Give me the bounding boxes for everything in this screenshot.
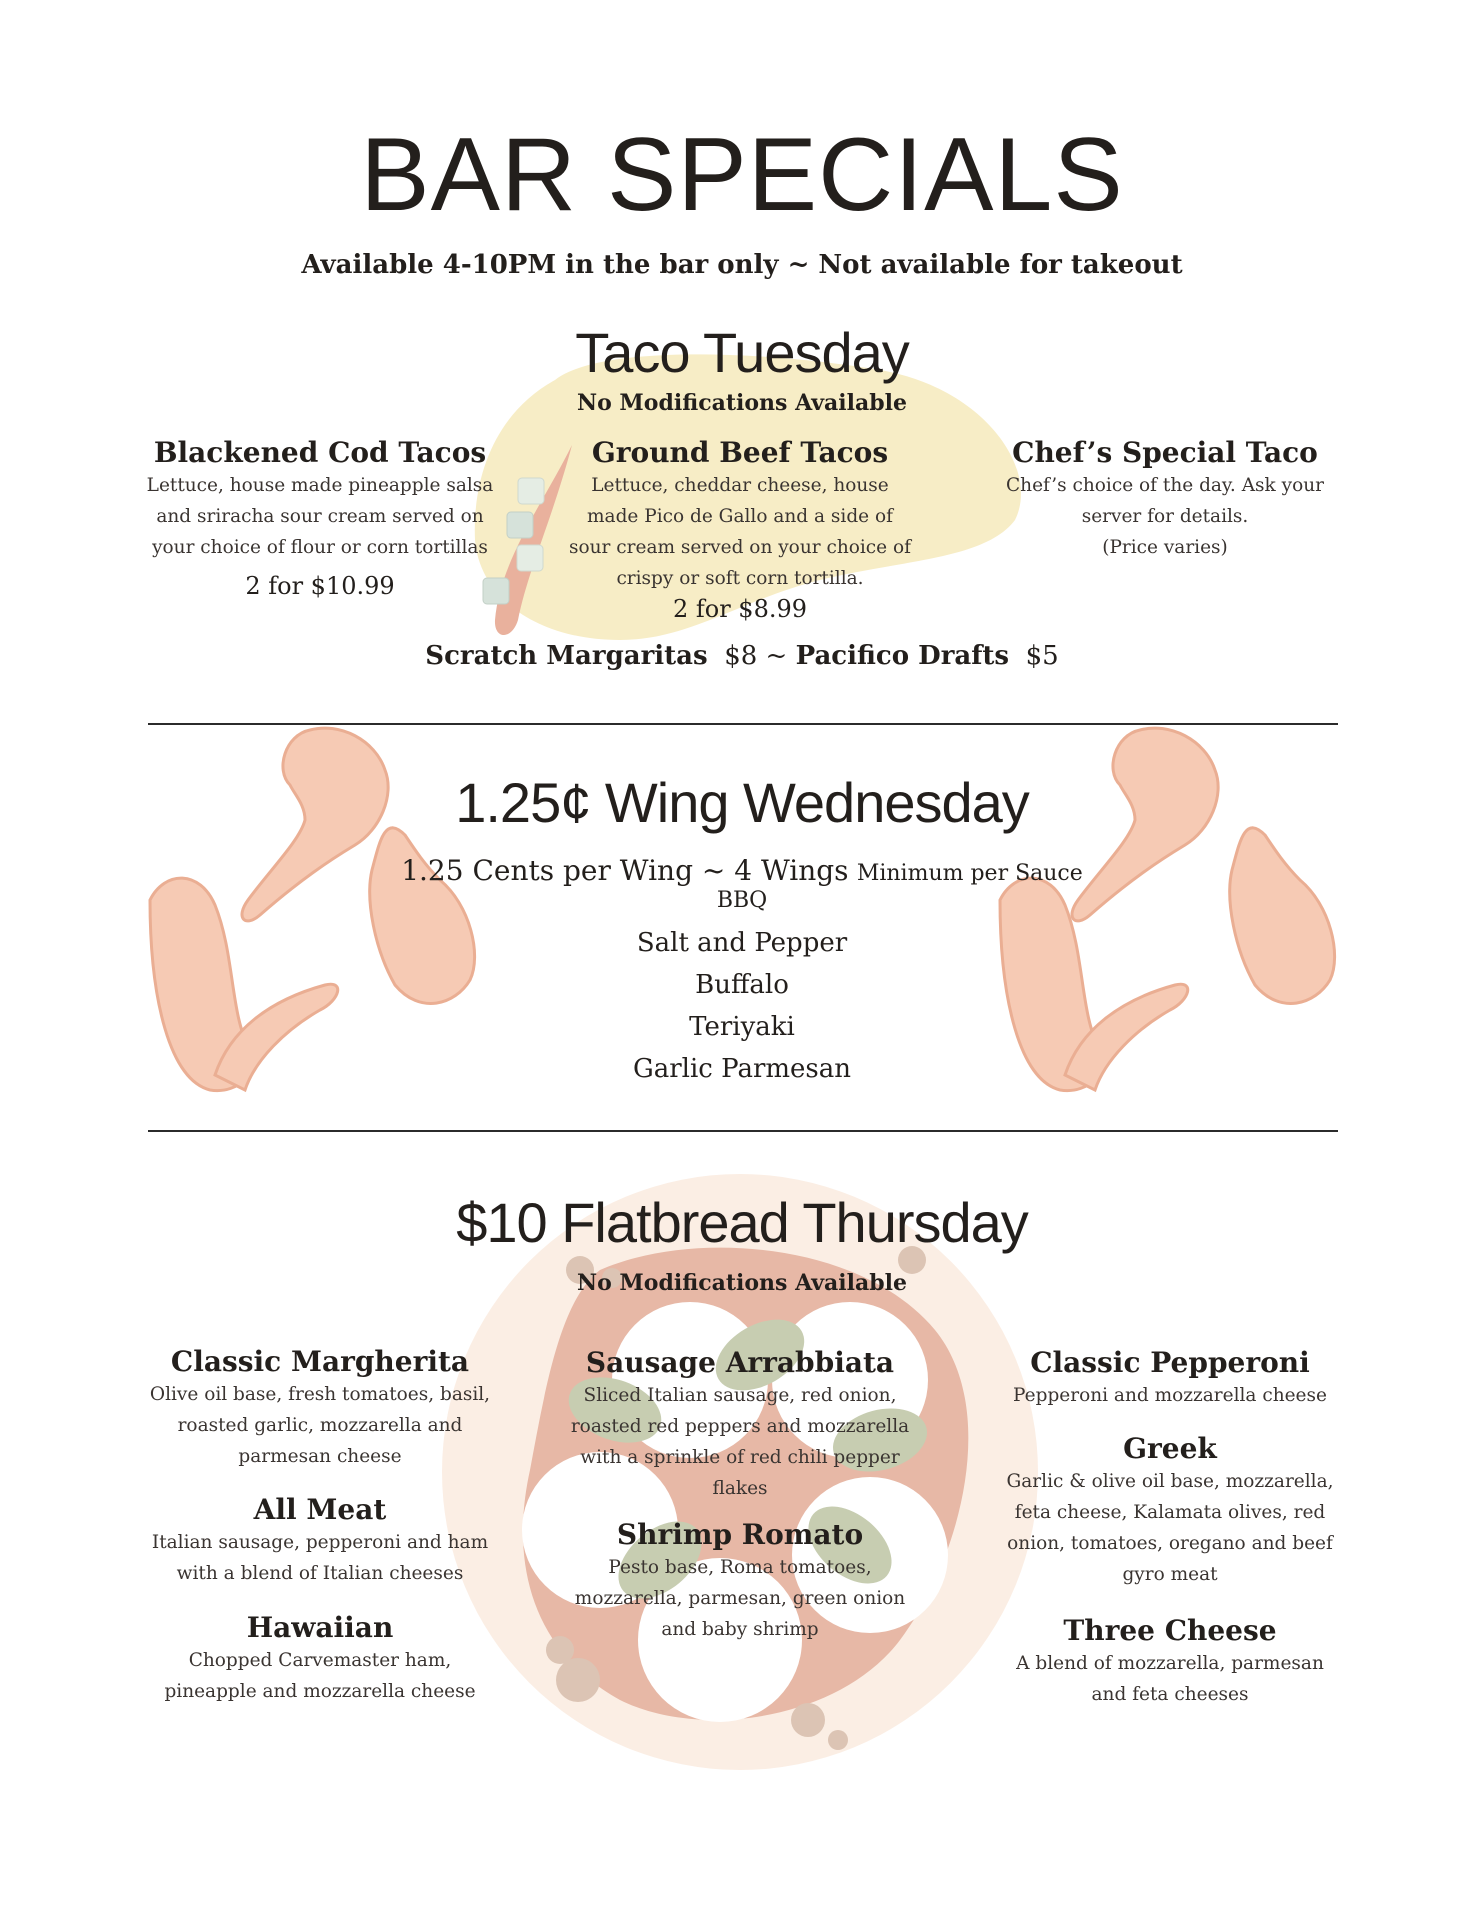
menu-item-classic-pepperoni (990, 1346, 1350, 1411)
item-desc-line: and feta cheeses (1091, 1683, 1249, 1705)
menu-item-hawaiian (140, 1611, 500, 1707)
menu-item-classic-margherita (140, 1345, 500, 1472)
item-name: Chef’s Special Taco (1012, 436, 1318, 469)
item-desc-line: with a sprinkle of red chili pepper (580, 1446, 900, 1468)
menu-item-sausage-arrabbiata (555, 1346, 925, 1504)
item-desc-line: roasted red peppers and mozzarella (570, 1415, 910, 1437)
item-name: Classic Margherita (170, 1345, 470, 1378)
item-desc-line: your choice of flour or corn tortillas (152, 536, 488, 558)
taco-tuesday-title: Taco Tuesday (575, 321, 909, 384)
sauce-item: BBQ (716, 888, 768, 913)
wing-wednesday-title: 1.25¢ Wing Wednesday (455, 771, 1029, 834)
menu-title: BAR SPECIALS (360, 117, 1124, 233)
wing-pricing-main: 1.25 Cents per Wing ~ 4 Wings (401, 854, 849, 887)
item-price: 2 for $10.99 (245, 571, 395, 600)
item-name: Ground Beef Tacos (591, 436, 889, 469)
menu-item-shrimp-romato (555, 1518, 925, 1645)
item-desc-line: A blend of mozzarella, parmesan (1016, 1652, 1324, 1674)
sauce-item: Buffalo (695, 970, 789, 1000)
menu-item-all-meat (140, 1493, 500, 1589)
item-name: All Meat (253, 1493, 387, 1526)
item-name: Classic Pepperoni (1030, 1346, 1310, 1379)
margaritas-label: Scratch Margaritas (425, 641, 708, 671)
sauce-item: Salt and Pepper (636, 928, 848, 958)
item-desc-line: feta cheese, Kalamata olives, red (1014, 1501, 1326, 1523)
item-desc-line: Pepperoni and mozzarella cheese (1013, 1384, 1327, 1406)
menu-item-ground-beef-tacos (560, 436, 920, 625)
item-name: Hawaiian (246, 1611, 394, 1644)
item-desc-line: Italian sausage, pepperoni and ham (151, 1531, 489, 1553)
item-desc-line: made Pico de Gallo and a side of (587, 505, 893, 527)
taco-tuesday-note: No Modifications Available (576, 390, 907, 416)
item-desc-line: flakes (712, 1477, 768, 1499)
menu-subtitle: Available 4-10PM in the bar only ~ Not available for takeout (301, 250, 1183, 280)
item-desc-line: mozzarella, parmesan, green onion (574, 1587, 906, 1609)
item-desc-line: Pesto base, Roma tomatoes, (608, 1556, 872, 1578)
item-desc-line: Chef’s choice of the day. Ask your (1006, 474, 1324, 496)
item-desc-line: roasted garlic, mozzarella and (177, 1414, 463, 1436)
drink-specials (0, 641, 1484, 671)
pacifico-label: Pacifico Drafts (795, 641, 1010, 671)
item-name: Three Cheese (1063, 1614, 1277, 1647)
item-desc-line: Olive oil base, fresh tomatoes, basil, (149, 1383, 491, 1405)
menu-item-chefs-special-taco (990, 436, 1340, 563)
item-desc-line: parmesan cheese (238, 1445, 402, 1467)
section-divider (148, 1130, 1338, 1132)
item-desc-line: and sriracha sour cream served on (156, 505, 484, 527)
flatbread-thursday-note: No Modifications Available (576, 1270, 907, 1296)
item-name: Blackened Cod Tacos (153, 436, 487, 469)
pacifico-price: $5 (1025, 641, 1059, 671)
item-desc-line: and baby shrimp (661, 1618, 819, 1640)
item-price: 2 for $8.99 (672, 594, 808, 623)
item-desc-line: onion, tomatoes, oregano and beef (1007, 1532, 1333, 1554)
item-name: Sausage Arrabbiata (585, 1346, 895, 1379)
sauce-item: Teriyaki (689, 1012, 795, 1042)
item-desc-line: Garlic & olive oil base, mozzarella, (1006, 1470, 1334, 1492)
menu-item-three-cheese (990, 1614, 1350, 1710)
sauce-item: Garlic Parmesan (632, 1054, 852, 1084)
menu-item-greek (990, 1432, 1350, 1590)
item-desc-line: gyro meat (1122, 1563, 1218, 1585)
item-desc-line: pineapple and mozzarella cheese (164, 1680, 476, 1702)
wing-pricing-small: Minimum per Sauce (856, 861, 1083, 886)
item-desc-line: Sliced Italian sausage, red onion, (583, 1384, 897, 1406)
flatbread-thursday-title: $10 Flatbread Thursday (456, 1191, 1028, 1254)
item-desc-line: sour cream served on your choice of (569, 536, 911, 558)
margaritas-price: $8 ~ (724, 641, 788, 671)
menu-item-blackened-cod-tacos (140, 436, 500, 602)
item-desc-line: Lettuce, cheddar cheese, house (591, 474, 889, 496)
item-desc-line: (Price varies) (1102, 536, 1228, 558)
wing-pricing-line (0, 854, 1484, 888)
section-divider (148, 723, 1338, 725)
item-desc-line: with a blend of Italian cheeses (176, 1562, 464, 1584)
item-desc-line: crispy or soft corn tortilla. (616, 567, 864, 589)
item-desc-line: server for details. (1081, 505, 1249, 527)
item-name: Greek (1123, 1432, 1217, 1465)
item-name: Shrimp Romato (616, 1518, 864, 1551)
item-desc-line: Lettuce, house made pineapple salsa (146, 474, 494, 496)
item-desc-line: Chopped Carvemaster ham, (188, 1649, 452, 1671)
